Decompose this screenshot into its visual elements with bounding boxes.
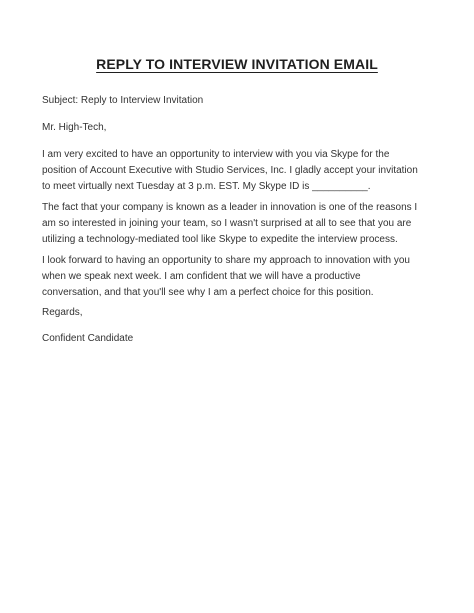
subject-line (42, 93, 442, 109)
paragraph-2-line-2: am so interested in joining your team, so I wasn't surprised at all to see that you are (42, 218, 412, 229)
paragraph-1 (42, 147, 442, 195)
paragraph-1-line-3: to meet virtually next Tuesday at 3 p.m. EST. My Skype ID is __________. (42, 181, 371, 192)
paragraph-2-line-1: The fact that your company is known as a leader in innovation is one of the reasons I (42, 202, 418, 213)
salutation (42, 120, 442, 136)
paragraph-2 (42, 200, 442, 248)
paragraph-3-line-3: conversation, and that you'll see why I am a perfect choice for this position. (42, 287, 374, 298)
paragraph-3 (42, 253, 442, 301)
salutation-text: Mr. High-Tech, (42, 122, 107, 133)
paragraph-1-line-2: position of Account Executive with Studio Services, Inc. I gladly accept your invitation (42, 165, 418, 176)
subject-text: Subject: Reply to Interview Invitation (42, 95, 204, 106)
closing (42, 305, 442, 321)
signature (42, 331, 442, 347)
signature-text: Confident Candidate (42, 333, 134, 344)
document-title: REPLY TO INTERVIEW INVITATION EMAIL (96, 56, 378, 72)
paragraph-3-line-1: I look forward to having an opportunity to share my approach to innovation with you (42, 255, 410, 266)
closing-text: Regards, (42, 307, 83, 318)
paragraph-2-line-3: utilizing a technology-mediated tool like Skype to expedite the interview process. (42, 234, 398, 245)
paragraph-1-line-1: I am very excited to have an opportunity to interview with you via Skype for the (42, 149, 390, 160)
paragraph-3-line-2: when we speak next week. I am confident that we will have a productive (42, 271, 361, 282)
